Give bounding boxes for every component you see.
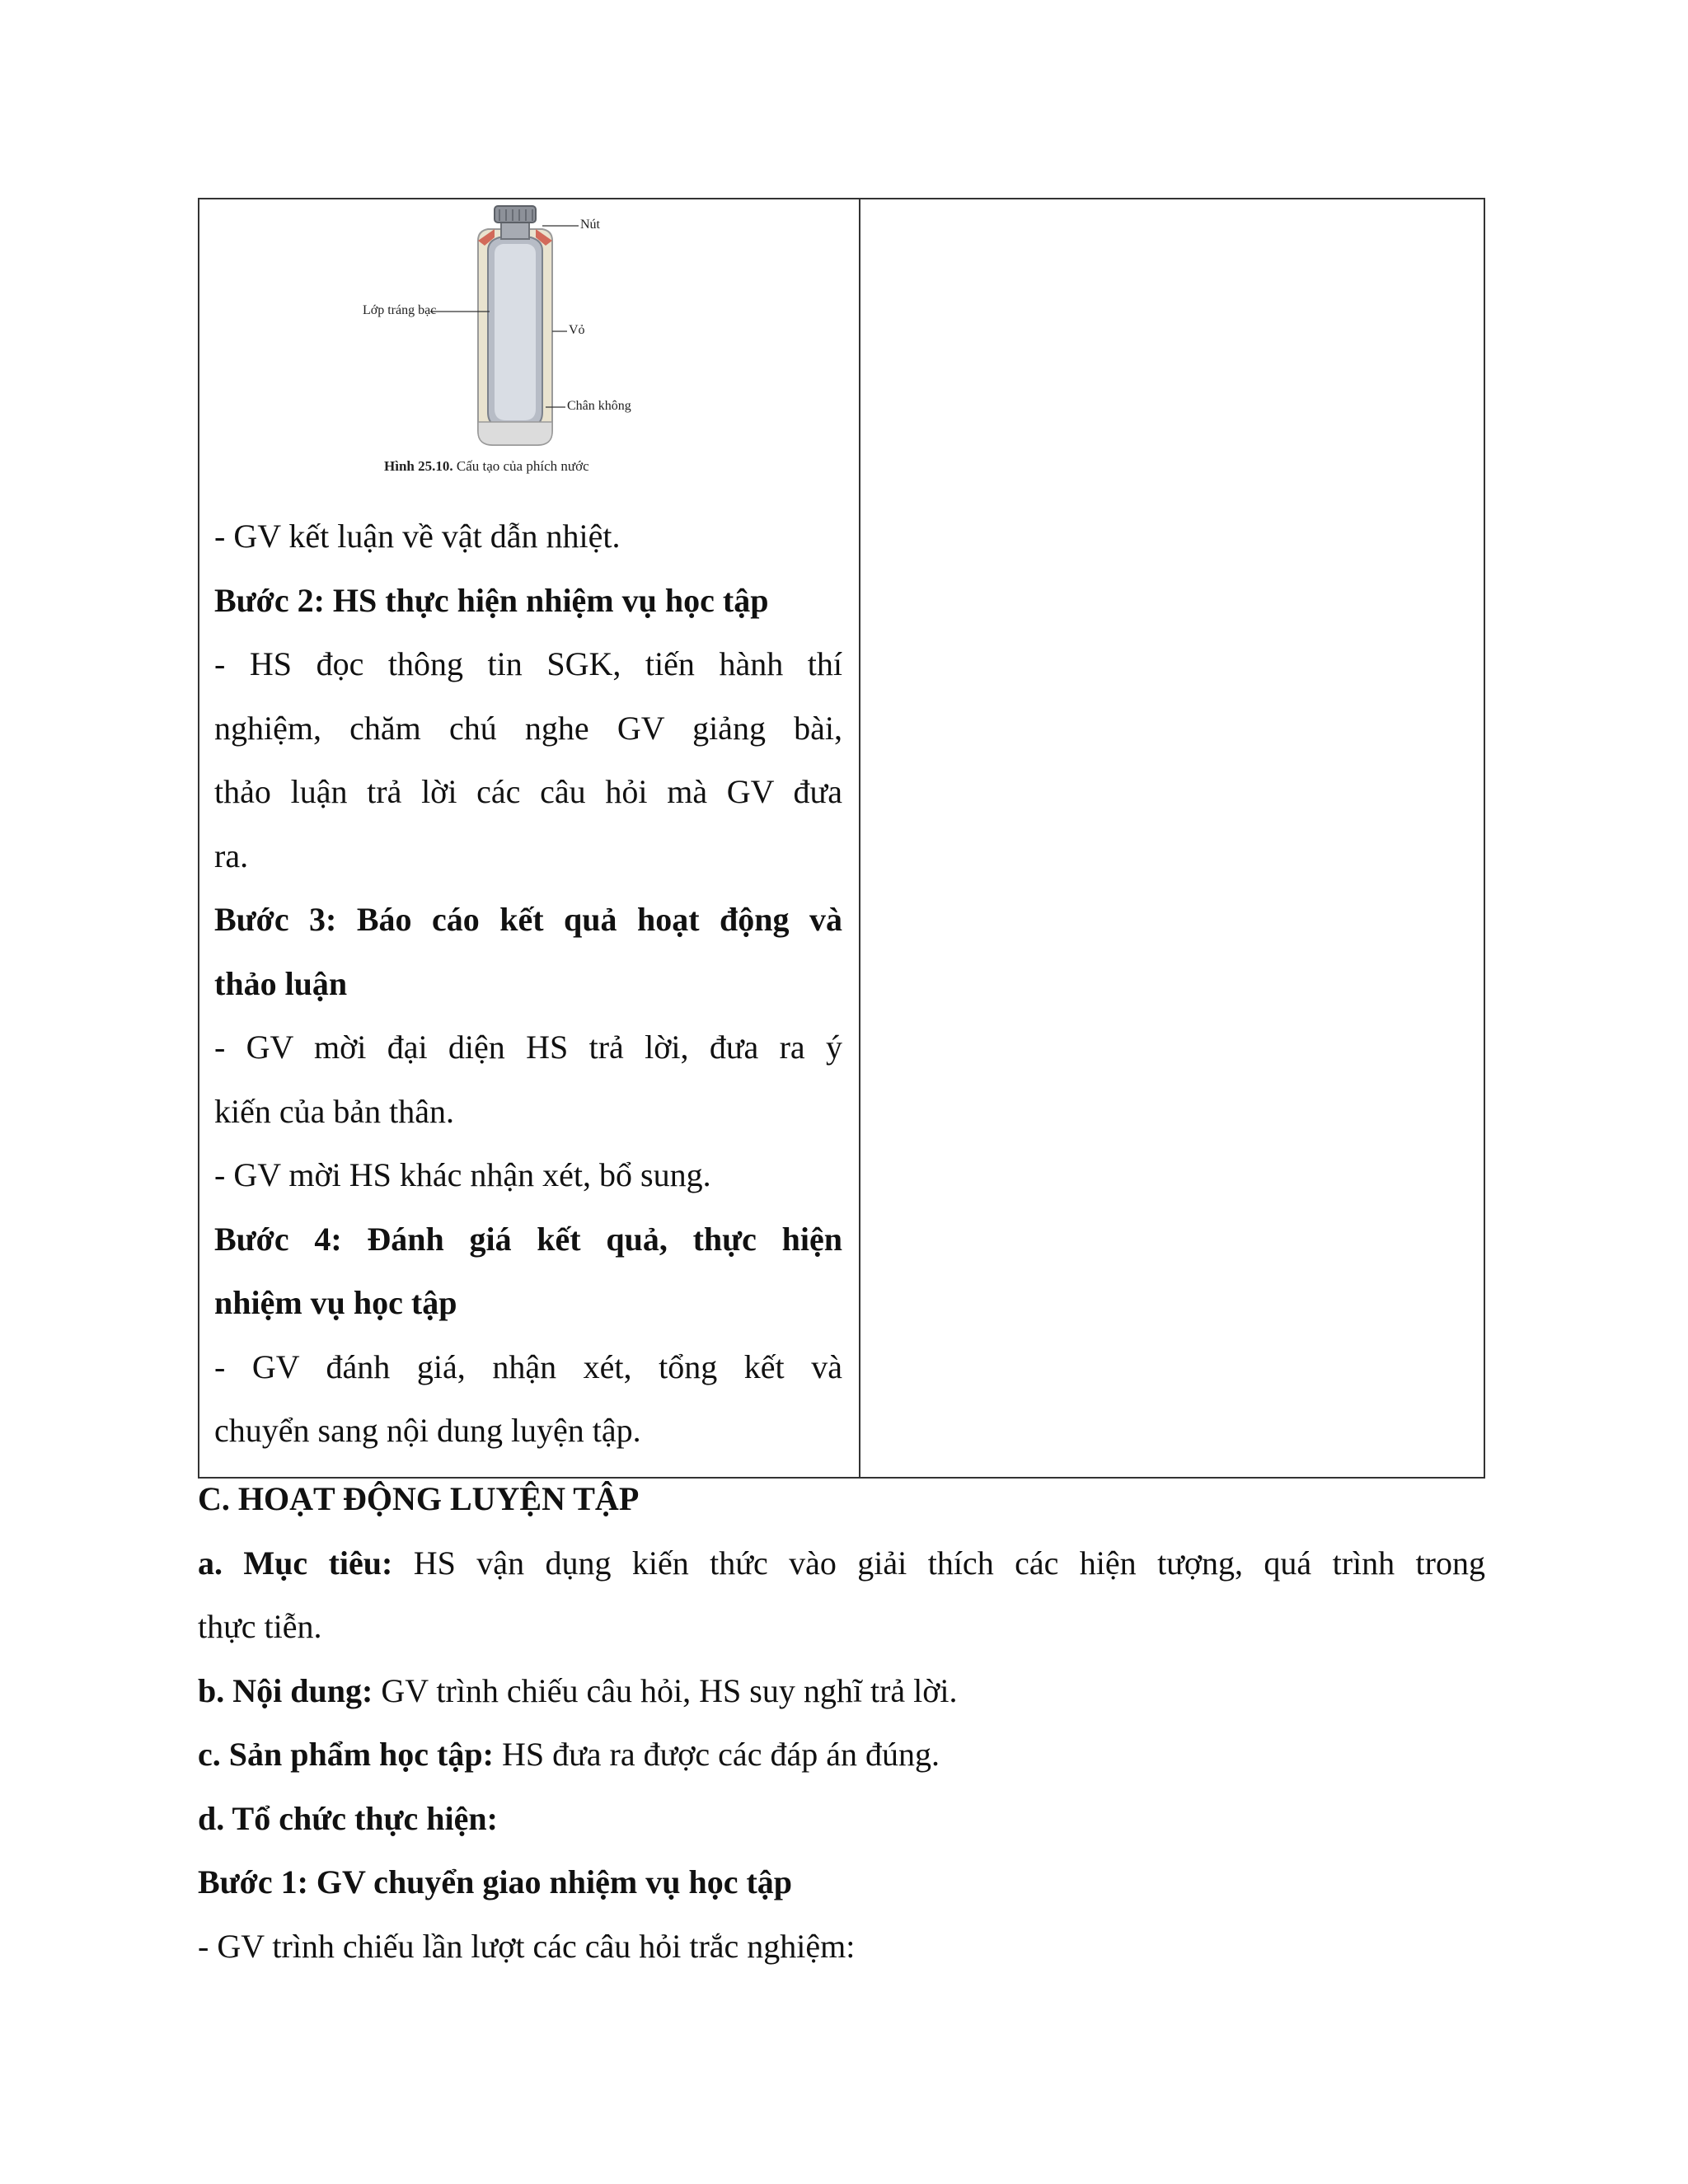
- label-cap: Nút: [580, 218, 600, 232]
- teacher-activity-cell: [214, 199, 842, 1477]
- label-vacuum: Chân không: [567, 399, 631, 413]
- step-heading: thảo luận: [214, 964, 348, 1002]
- objective-label: a. Mục tiêu:: [198, 1544, 393, 1582]
- content-line: [198, 1659, 1485, 1723]
- step-heading: Bước 4: Đánh giá kết quả, thực hiện: [214, 1220, 842, 1258]
- organization-heading: d. Tổ chức thực hiện:: [198, 1799, 498, 1837]
- step-heading: Bước 2: HS thực hiện nhiệm vụ học tập: [214, 581, 769, 619]
- cell-text: [214, 504, 842, 1463]
- paragraph-line: thảo luận trả lời các câu hỏi mà GV đưa: [214, 773, 842, 810]
- label-silver-layer: Lớp tráng bạc: [363, 303, 437, 317]
- section-heading: C. HOẠT ĐỘNG LUYỆN TẬP: [198, 1480, 640, 1517]
- paragraph-line: - GV mời đại diện HS trả lời, đưa ra ý: [214, 1029, 842, 1066]
- step-heading: Bước 3: Báo cáo kết quả hoạt động và: [214, 901, 842, 938]
- objective-text: HS vận dụng kiến thức vào giải thích các hiện tượng, quá trình trong: [392, 1544, 1485, 1582]
- figure-caption-text: Cấu tạo của phích nước: [452, 458, 589, 474]
- objective-continuation: thực tiễn.: [198, 1608, 322, 1645]
- practice-section: [198, 1467, 1485, 1978]
- product-label: c. Sản phẩm học tập:: [198, 1736, 494, 1773]
- thermos-figure: [363, 199, 692, 480]
- content-label: b. Nội dung:: [198, 1671, 373, 1709]
- paragraph-line: - GV trình chiếu lần lượt các câu hỏi trắc nghiệm:: [198, 1927, 856, 1965]
- paragraph-line: - HS đọc thông tin SGK, tiến hành thí: [214, 645, 842, 682]
- paragraph-line: chuyển sang nội dung luyện tập.: [214, 1412, 641, 1449]
- paragraph-line: - GV mời HS khác nhận xét, bổ sung.: [214, 1156, 711, 1193]
- paragraph-line: kiến của bản thân.: [214, 1092, 454, 1130]
- column-divider: [859, 199, 860, 1477]
- step-heading: nhiệm vụ học tập: [214, 1284, 457, 1321]
- lesson-table: [198, 198, 1485, 1479]
- paragraph-line: nghiệm, chăm chú nghe GV giảng bài,: [214, 709, 842, 747]
- paragraph-line: ra.: [214, 837, 249, 874]
- figure-caption: [384, 458, 681, 475]
- product-line: [198, 1722, 1485, 1787]
- product-text: HS đưa ra được các đáp án đúng.: [493, 1736, 940, 1773]
- label-shell: Vỏ: [569, 323, 585, 337]
- figure-caption-number: Hình 25.10.: [384, 458, 453, 474]
- thermos-diagram: [363, 199, 692, 455]
- objective-line: [198, 1531, 1485, 1596]
- content-text: GV trình chiếu câu hỏi, HS suy nghĩ trả lời.: [373, 1671, 958, 1709]
- step-heading: Bước 1: GV chuyển giao nhiệm vụ học tập: [198, 1863, 793, 1900]
- paragraph-line: - GV đánh giá, nhận xét, tổng kết và: [214, 1347, 842, 1385]
- paragraph-line: - GV kết luận về vật dẫn nhiệt.: [214, 518, 621, 555]
